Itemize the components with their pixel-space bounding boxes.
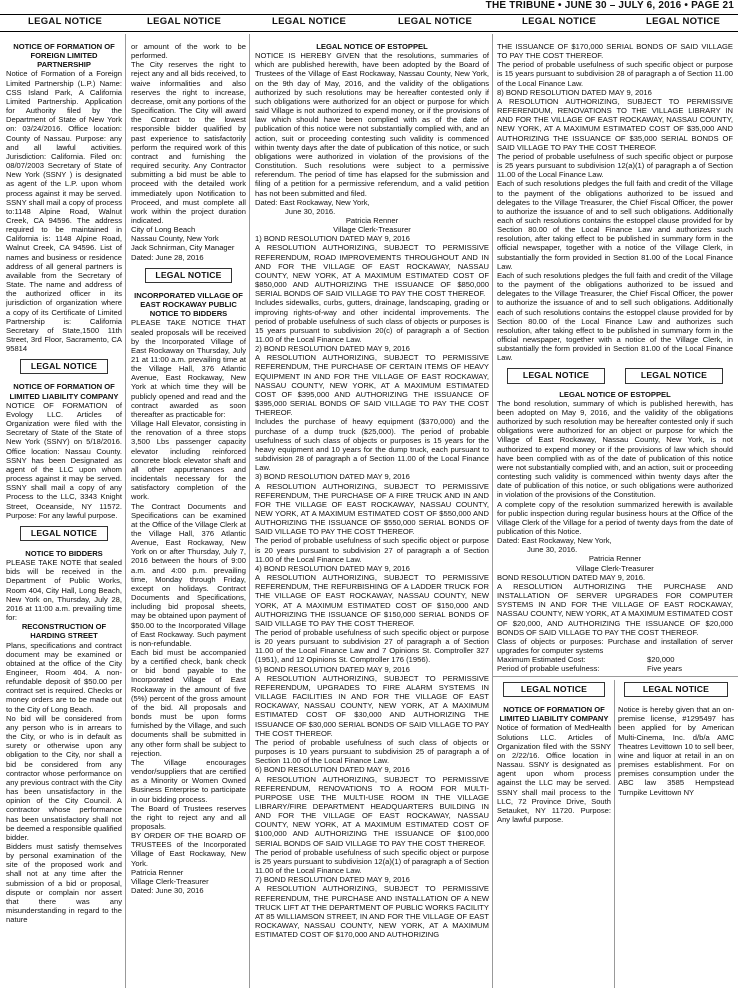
column-divider — [492, 34, 493, 988]
tab-legal-notice-1: LEGAL NOTICE — [28, 16, 103, 27]
pledge-paragraph: Each of such resolutions pledges the full faith and credit of the Village to the payment of the obligations authorized to be issued and delegates to the Village Treasurer, the Chief Fiscal Officer, the power to authorize the issuance of and to sell such obligations. Additionally each of such resolutions contains the estoppel clause provided for by Section 80.00 of the Local Finance Law and authorizes such resolution, after taking effect to be published in summary form in the official newspaper, together with a notice of the Village Clerk, in substantially the form provided in Section 81.00 of the Local Finance Law. — [497, 270, 733, 363]
resolution-heading: 6) BOND RESOLUTION DATED MAY 9, 2016 — [255, 765, 410, 775]
cost-table — [497, 655, 697, 674]
column-3 — [255, 42, 489, 988]
notice-body: Plans, specifications and contract document may be examined or obtained at the office of the City Engineer, Room 404. A non-refundable deposit of $50.00 per contract set is required. Checks or money orders are to be made out to the City of Long Beach. — [6, 640, 122, 714]
resolution-body: A RESOLUTION AUTHORIZING, SUBJECT TO PERMISSIVE REFERENDUM, THE REFURBISHING OF A LADDER TRUCK FOR THE VILLAGE OF EAST ROCKAWAY, NASSAU COUNTY, NEW YORK, AT A MAXIMUM ESTIMATED COST OF $150,000 AND AUTHORIZING THE ISSUANCE OF $150,000 SERIAL BONDS OF SAID VILLAGE TO PAY THE COST THEREOF. — [255, 573, 489, 628]
resolution-note: The period of probable usefulness of such specific object or purpose is 25 years pursuant to subdivision 12(a)(1) of paragraph a of Section 11.00 of the Local Finance Law. — [255, 847, 489, 876]
notice-body: The City reserves the right to reject any and all bids received, to waive informalities and also reserves the right to increase, decrease, omit any portions of the Specification. The City will award the Contract to the lowest responsible bidder qualified by past experience to satisfactorily perform the required work of this contract and furnishing the required security. Any Contractor submitting a bid must be able to proceed with the detailed work immediately upon Notification to Proceed, and must complete all work within the project duration indicated. — [131, 60, 246, 225]
notice-body: The bond resolution, summary of which is published herewith, has been adopted on May 9, 2016, and the validity of the obligations authorized by such resolution may be hereafter contested only if such obligations were authorized for an object or purpose for which the Village of East Rockaway, Nassau County, New York, is not authorized to expend money or if the provisions of law which should have been complied with as of the date of publication of this notice were not substantially complied with, and an action, suit or proceeding contesting such validity is commenced within twenty days after the date of publication of this notice, or such obligations were authorized in violation of the provisions of the Constitution. — [497, 398, 733, 500]
notice-title: LEGAL NOTICE OF ESTOPPEL — [559, 389, 671, 399]
resolution-note: The period of probable usefulness of such specific object or purpose is 25 years pursuant to subdivision 12(a)(1) of paragraph a of Section 11.00 of the Local Finance Law. — [497, 151, 733, 180]
resolution-note: The period of probable usefulness of such class of objects or purposes is 10 years pursuant to subdivision 25 of paragraph a of Section 11.00 of the Local Finance Law. — [255, 737, 489, 766]
column-1 — [6, 42, 122, 988]
dated-line: June 30, 2016. — [527, 545, 578, 555]
resolution-note: Includes the purchase of heavy equipment ($370,000) and the purchase of a dump truck ($25,000). The period of probable usefulness of such class of objects or purposes is 15 years for the heavy equipment and 10 years for the dump truck, each pursuant to subdivision 28 of paragraph a of Section 11.00 of the Local Finance Law. — [255, 417, 489, 473]
notice-body: Notice is hereby given that an on-premise license, #1295497 has been applied for by American Multi-Cinema, Inc. d/b/a AMC Theatres Levittown 10 to sell beer, wine and liquor at retail in an on premises establishment. For on premises consumption under the ABC law 3585 Hempstead Turnpike Levittown NY — [618, 705, 734, 797]
resolution-heading: 2) BOND RESOLUTION DATED MAY 9, 2016 — [255, 344, 410, 354]
signature-line: City of Long Beach — [131, 225, 196, 235]
resolution-note: The period of probable usefulness of such specific object or purpose is 20 years pursuant to subdivision 27 of paragraph a of Section 11.00 of the Local Finance Law. — [255, 536, 489, 564]
notice-body: NOTICE IS HEREBY GIVEN that the resolutions, summaries of which are published herewith, have been adopted by the Board of Trustees of the Village of East Rockaway, Nassau County, New York, on the 9th day of May, 2016, and the validity of the obligations authorized by such resolutions may be hereafter contested only if such obligations were authorized for an object or purpose for which said Village is not authorized to expend money, or if the provisions of law which should have been complied with as of the date of publication of this notice were not substantially complied with, and an action, suit or proceeding contesting such validity is commenced within twenty days after the date of publication of this notice, or such obligations were authorized in violation of the provisions of the Constitution. Such resolutions were subject to a permissive referendum. The period of time has elapsed for the submission and filing of a petition for a permissive referendum, and a valid petition has not been submitted and filed. — [255, 51, 489, 198]
column-divider — [125, 34, 126, 988]
notice-body: Bidders must satisfy themselves by personal examination of the site of the proposed work and shall not at any time after the submission of a bid or proposal, dispute or complain nor assert that there was any misunderstanding in regard to the nature — [6, 841, 122, 925]
column-divider — [249, 34, 250, 988]
signature-line: Patricia Renner — [345, 215, 399, 225]
resolution-note: The period of probable usefulness of such specific object or purpose is 20 years pursuant to subdivision 27 of paragraph a of Section 11.00 of the Local Finance Law and 7 Opinions St. Comptroller 327 (1951), and 12 Opinions St. Comptroller 176 (1956). — [255, 628, 489, 665]
notice-body: Notice of formation of MedHealth Solutions LLC. Articles of Organization filed with the SSNY on 2/22/16. Office location in Nassau. SSNY is designated as agent upon whom process against the LLC may be served. SSNY shall mail process to the LLC, 72 Province Drive, South Setauket, NY 11720. Purpose: Any lawful purpose. — [497, 723, 611, 825]
dated-line: Dated: East Rockaway, New York, — [255, 197, 370, 207]
cost-value — [647, 673, 697, 674]
column-4 — [497, 42, 733, 674]
notice-body: Notice of Formation of a Foreign Limited Partnership (L.P.) Name: CSS Island Park, A California Limited Partnership. Application for Authority filed by the Department of State of New York on: 03/24/2016. Office location: County of Nassau. Purpose: any and all lawful activities. Jurisdiction: California. Filed on: 08/07/2003 Secretary of State of New York (SSNY ) is designated as agent of the L.P. upon whom process against it may be served. SSNY shall mail a copy of process to:1148 Alpine Road, Walnut Creek, CA 94596. The address required to be maintained in California is: 1148 Alpine Road, Walnut Creek, CA 94596. List of names and business or residence address of all general partners is available from the Secretary of State. The name and address of the authorized officer in its jurisdiction of organization where a copy of its Certificate of Limited Partnership is: California Secretary of State,1500 11th Street, 3rd Floor, Sacramento, CA 95814 — [6, 69, 122, 354]
notice-body: BY ORDER OF THE BOARD OF TRUSTEES of the Incorporated Village of East Rockaway, New York. — [131, 831, 246, 868]
notice-title: NOTICE OF FORMATION OF LIMITED LIABILITY COMPANY — [499, 705, 609, 724]
notice-title: INCORPORATED VILLAGE OF EAST ROCKAWAY PUBLIC NOTICE TO BIDDERS — [134, 290, 243, 319]
tab-legal-notice-2: LEGAL NOTICE — [147, 16, 222, 27]
notice-body: Each bid must be accompanied by a certified check, bank check or bid bond payable to the Incorporated Village of East Rockaway in the amount of five (5%) percent of the gross amount of the bid. All proposals and bonds must be upon forms furnished by the Village, and such documents shall be submitted in any other form shall be subject to rejection. — [131, 648, 246, 758]
signature-line: Jack Schnirman, City Manager — [131, 243, 235, 253]
resolution-heading: 8) BOND RESOLUTION DATED MAY 9, 2016 — [497, 87, 652, 97]
resolution-body: A RESOLUTION AUTHORIZING, SUBJECT TO PERMISSIVE REFERENDUM, UPGRADES TO FIRE ALARM SYSTEMS IN VILLAGE FACILITIES IN AND FOR THE VILLAGE OF EAST ROCKAWAY, NASSAU COUNTY, NEW YORK, AT A MAXIMUM ESTIMATED COST OF $30,000 AND AUTHORIZING THE ISSUANCE OF $30,000 SERIAL BONDS OF SAID VILLAGE TO PAY THE COST THEREOF. — [255, 673, 489, 738]
tab-legal-notice-3: LEGAL NOTICE — [272, 16, 347, 27]
notice-body: The Contract Documents and Specifications can be examined at the Office of the Village Clerk at the Village Hall, 376 Atlantic Avenue, East Rockaway, New York on or after Thursday, July 7, 2016 between the hours of 9:00 a.m. and 4:00 p.m. prevailing time, Monday through Friday, except on holidays. Contract Documents and Specifications, including bid proposal sheets, may be obtained upon payment of $50.00 to the Incorporated Village of East Rockaway. Such payment is non-refundable. — [131, 501, 246, 648]
notice-body: or amount of the work to be performed. — [131, 42, 246, 61]
notice-title: NOTICE OF FORMATION OF FOREIGN LIMITED PARTNERSHIP — [13, 42, 115, 70]
signature-line: Patricia Renner — [131, 867, 184, 877]
resolution-body: A RESOLUTION AUTHORIZING, SUBJECT TO PERMISSIVE REFERENDUM, ROAD IMPROVEMENTS THROUGHOUT AND IN AND FOR THE VILLAGE OF EAST ROCKAWAY, NASSAU COUNTY, NEW YORK, AT A MAXIMUM ESTIMATED COST OF $850,000 AND AUTHORIZING THE ISSUANCE OF $850,000 SERIAL BONDS OF SAID VILLAGE TO PAY THE COST THEREOF. — [255, 243, 489, 299]
cost-value: $20,000 — [647, 655, 675, 665]
section-tabs — [0, 16, 738, 30]
notice-body: Village Hall Elevator, consisting in the renovation of a three stops 3,500 Lbs passenger capacity elevator including reinforced concrete block elevator shaft and all other appurtenances and incidentals necessary for the satisfactory completion of the work. — [131, 419, 246, 502]
tabs-rule — [0, 31, 738, 32]
page-folio: THE TRIBUNE • JUNE 30 – JULY 6, 2016 • PAGE 21 — [485, 0, 734, 11]
resolution-heading: 5) BOND RESOLUTION DATED MAY 9, 2016 — [255, 664, 410, 674]
legal-notice-box: LEGAL NOTICE — [624, 682, 728, 697]
dated-line: Dated: East Rockaway, New York, — [497, 536, 612, 546]
notice-body: The Board of Trustees reserves the right to reject any and all proposals. — [131, 803, 246, 831]
resolution-note: Includes sidewalks, curbs, gutters, drainage, landscaping, grading or improving rights-of-way and other incidental improvements. The period of probable usefulness of such class of objects or purposes is 15 years pursuant to subdivision 20(c) of paragraph a of Section 11.00 of the Local Finance Law. — [255, 298, 489, 344]
legal-notice-box: LEGAL NOTICE — [20, 526, 108, 541]
resolution-body: A RESOLUTION AUTHORIZING THE PURCHASE AND INSTALLATION OF SERVER UPGRADES FOR COMPUTER SYSTEMS IN AND FOR THE VILLAGE OF EAST ROCKAWAY, NASSAU COUNTY, NEW YORK, AT A MAXIMUM ESTIMATED COST OF $20,000, AND AUTHORIZING THE ISSUANCE OF $20,000 BONDS OF SAID VILLAGE TO PAY THE COST THEREOF. — [497, 581, 733, 637]
resolution-heading: 3) BOND RESOLUTION DATED MAY 9, 2016 — [255, 472, 410, 482]
column-4a — [497, 680, 611, 986]
legal-notice-box: LEGAL NOTICE — [625, 368, 723, 383]
table-row — [497, 655, 697, 664]
resolution-body: A RESOLUTION AUTHORIZING, SUBJECT TO PERMISSIVE REFERENDUM, THE PURCHASE AND INSTALLATION OF A NEW TRUCK LIFT AT THE DEPARTMENT OF PUBLIC WORKS FACILITY AT 85 WILLIAMSON STREET, IN AND FOR THE VILLAGE OF EAST ROCKAWAY, NASSAU COUNTY, NEW YORK, AT A MAXIMUM ESTIMATED COST OF $170,000 AND AUTHORIZING — [255, 884, 489, 940]
resolution-note: The period of probable usefulness of such specific object or purpose is 15 years pursuant to subdivision 28 of paragraph a of Section 11.00 of the Local Finance Law. — [497, 60, 733, 88]
resolution-body: A RESOLUTION AUTHORIZING, SUBJECT TO PERMISSIVE REFERENDUM, THE PURCHASE OF CERTAIN ITEMS OF HEAVY EQUIPMENT IN AND FOR THE VILLAGE OF EAST ROCKAWAY, NASSAU COUNTY, NEW YORK, AT A MAXIMUM ESTIMATED COST OF $395,000 AND AUTHORIZING THE ISSUANCE OF $395,000 SERIAL BONDS OF SAID VILLAGE TO PAY THE COST THEREOF. — [255, 353, 489, 418]
resolution-body: THE ISSUANCE OF $170,000 SERIAL BONDS OF SAID VILLAGE TO PAY THE COST THEREOF. — [497, 42, 733, 61]
resolution-heading: 1) BOND RESOLUTION DATED MAY 9, 2016 — [255, 234, 410, 244]
cost-label — [497, 673, 647, 674]
table-row — [497, 673, 697, 674]
section-rule — [492, 676, 738, 677]
notice-body: A complete copy of the resolution summarized herewith is available for public inspection during regular business hours at the Office of the Village Clerk of the Village for a period of twenty days from the date of publication of this Notice. — [497, 499, 733, 536]
column-2 — [131, 42, 246, 988]
signature-line: Village Clerk-Treasurer — [576, 563, 654, 573]
notice-body: No bid will be considered from any person who is in arrears to the City, or who is in default as surety or otherwise upon any obligation to the City, nor shall a bid be considered from any contractor whose performance on any previous contract with the City has been unsatisfactory in the opinion of the City Council. A contractor whose performance has been unsatisfactory shall not be deemed a responsible qualified bidder. — [6, 713, 122, 842]
masthead — [0, 0, 738, 9]
notice-title: NOTICE OF FORMATION OF LIMITED LIABILITY COMPANY — [9, 382, 119, 401]
legal-notice-box: LEGAL NOTICE — [145, 268, 232, 283]
cost-value: Five years — [647, 664, 683, 674]
legal-notice-box: LEGAL NOTICE — [503, 682, 605, 697]
resolution-body: A RESOLUTION AUTHORIZING, SUBJECT TO PERMISSIVE REFERENDUM, RENOVATIONS TO THE VILLAGE LIBRARY IN AND FOR THE VILLAGE OF EAST ROCKAWAY, NASSAU COUNTY, NEW YORK, AT A MAXIMUM ESTIMATED COST OF $35,000 AND AUTHORIZING THE ISSUANCE OF $35,000 SERIAL BONDS OF SAID VILLAGE TO PAY THE COST THEREOF. — [497, 96, 733, 152]
signature-line: Nassau County, New York — [131, 234, 219, 244]
box-row — [497, 368, 733, 383]
masthead-rule — [0, 14, 738, 15]
signature-line: Patricia Renner — [588, 554, 642, 564]
tab-legal-notice-5: LEGAL NOTICE — [522, 16, 597, 27]
column-4b — [618, 680, 734, 986]
signature-line: Village Clerk-Treasurer — [333, 225, 411, 235]
legal-notice-box: LEGAL NOTICE — [20, 359, 108, 374]
resolution-heading: 7) BOND RESOLUTION DATED MAY 9, 2016 — [255, 875, 410, 885]
notice-title: NOTICE TO BIDDERS — [25, 548, 103, 558]
resolution-body: A RESOLUTION AUTHORIZING, SUBJECT TO PERMISSIVE REFERENDUM, THE PURCHASE OF A FIRE TRUCK AND IN AND FOR THE VILLAGE OF EAST ROCKAWAY, NASSAU COUNTY, NEW YORK, AT A MAXIMUM ESTIMATED COST OF $550,000 AND AUTHORIZING THE ISSUANCE OF $550,000 SERIAL BONDS OF SAID VILLAGE TO PAY THE COST THEREOF. — [255, 481, 489, 537]
cost-label: Period of probable usefulness: — [497, 664, 600, 674]
column-divider — [614, 680, 615, 988]
resolution-heading: 4) BOND RESOLUTION DATED MAY 9, 2016 — [255, 563, 410, 573]
cost-label: Maximum Estimated Cost: — [497, 655, 586, 665]
table-row — [497, 664, 697, 673]
resolution-note: Class of objects or purposes: Purchase and installation of server upgrades for computer systems — [497, 636, 733, 655]
signature-line: Village Clerk-Treasurer — [131, 876, 209, 886]
notice-body: NOTICE OF FORMATION of Evology LLC. Articles of Organization were filed with the Secretary of State of the State of New York (SSNY) on 5/18/2016. Office location: Nassau County. SSNY has been Designated as agent of the LLC upon whom process against it may be served. SSNY shall mail a copy of any Process to the LLC, 3343 Knight Street, Oceanside, NY 11572. Purpose: For any lawful purpose. — [6, 400, 122, 520]
tab-legal-notice-4: LEGAL NOTICE — [398, 16, 473, 27]
notice-body: The Village encourages vendor/suppliers that are certified as a Minority or Women Owned Business Enterprise to participate in our bidding process. — [131, 757, 246, 804]
dated-line: June 30, 2016. — [285, 206, 336, 216]
tab-legal-notice-6: LEGAL NOTICE — [646, 16, 721, 27]
signature-line: Dated: June 28, 2016 — [131, 252, 204, 262]
notice-body: PLEASE TAKE NOTE that sealed bids will be received in the Department of Public Works, Room 404, City Hall, Long Beach, New York on, Thursday, July 28, 2016 at 11:00 a.m. prevailing time for: — [6, 558, 122, 623]
legal-notice-box: LEGAL NOTICE — [507, 368, 605, 383]
notice-title: LEGAL NOTICE OF ESTOPPEL — [316, 42, 428, 51]
resolution-heading: BOND RESOLUTION DATED MAY 9, 2016. — [497, 572, 646, 582]
notice-body: PLEASE TAKE NOTICE THAT sealed proposals will be received by the Incorporated Village of East Rockaway on Thursday, July 21 at 11:00 a.m. prevailing time at the Village Hall, 376 Atlantic Avenue, East Rockaway, New York at which time they will be publicly opened and read and the contract awarded as soon thereafter as practicable for: — [131, 318, 246, 419]
pledge-paragraph: Each of such resolutions pledges the full faith and credit of the Village to the payment of the obligations authorized to be issued and delegates to the Village Treasurer, the Chief Fiscal Officer, the power to authorize the issuance of and to sell such obligations. Additionally each of such resolutions contains the estoppel clause provided for by Section 80.00 of the Local Finance Law and authorizes such resolution, after taking effect to be published in summary form in the official newspaper, together with a notice of the Village Clerk, in substantially the form provided in Section 81.00 of the Local Finance Law. — [497, 179, 733, 271]
resolution-body: A RESOLUTION AUTHORIZING, SUBJECT TO PERMISSIVE REFERENDUM, RENOVATIONS TO A ROOM FOR MULTI-PURPOSE USE THE MULTI-USE ROOM IN THE VILLAGE LIBRARY/FIRE DEPARTMENT HEADQUARTERS BUILDING IN AND FOR THE VILLAGE OF EAST ROCKAWAY, NASSAU COUNTY, NEW YORK, AT A MAXIMUM ESTIMATED COST OF $100,000 AND AUTHORIZING THE ISSUANCE OF $100,000 SERIAL BONDS OF SAID VILLAGE TO PAY THE COST THEREOF. — [255, 774, 489, 848]
notice-subtitle: RECONSTRUCTION OF HARDING STREET — [21, 622, 107, 641]
signature-line: Dated: June 30, 2016 — [131, 886, 204, 896]
